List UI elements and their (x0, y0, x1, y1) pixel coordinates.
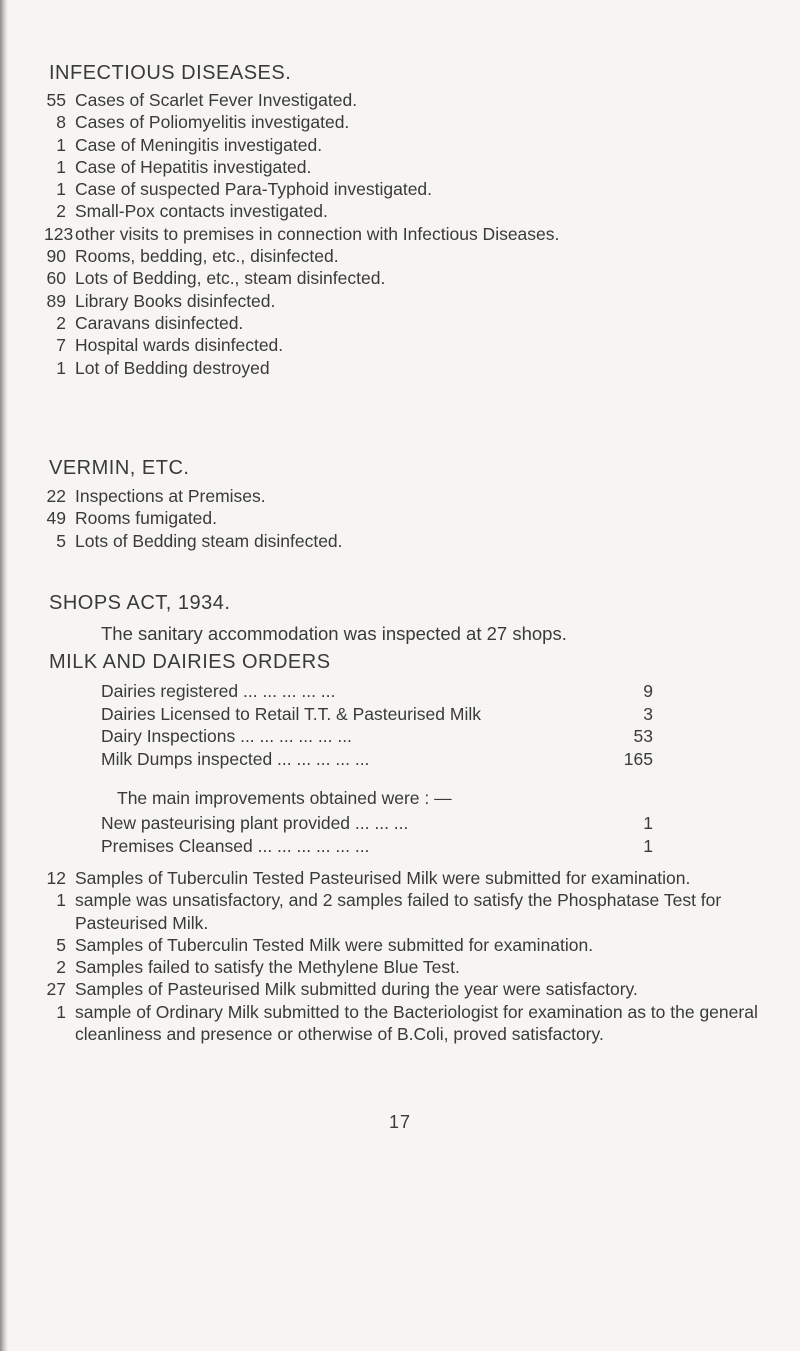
row-label: Dairies registered ... ... ... ... ... (101, 681, 336, 701)
item-count: 27 (46, 979, 66, 1000)
item-text: Lots of Bedding steam disinfected. (75, 530, 343, 551)
milk-samples-list (44, 867, 784, 1045)
item-text: Case of Hepatitis investigated. (75, 156, 312, 177)
item-text: Hospital wards disinfected. (75, 335, 284, 356)
list-item (44, 134, 559, 156)
item-text: Inspections at Premises. (75, 486, 266, 506)
item-text: Lot of Bedding destroyed (75, 357, 270, 378)
list-item (44, 1001, 784, 1046)
list-item (44, 223, 559, 245)
milk-dairies-heading: MILK AND DAIRIES ORDERS (49, 651, 331, 673)
item-text: Rooms, bedding, etc., disinfected. (75, 246, 339, 267)
item-text: sample of Ordinary Milk submitted to the Bacteriologist for examination as to the general cleanliness and presence or otherwise of B.Coli, proved satisfactory. (75, 1001, 758, 1045)
row-label: Premises Cleansed ... ... ... ... ... ... (101, 835, 370, 856)
table-row (101, 812, 653, 835)
item-count: 1 (56, 156, 66, 177)
list-item (44, 267, 559, 289)
item-count: 1 (56, 1001, 66, 1022)
list-item (44, 111, 559, 133)
item-text: Case of suspected Para-Typhoid investigated. (75, 179, 433, 200)
item-count: 22 (46, 486, 66, 506)
list-item (44, 889, 784, 934)
item-count: 2 (56, 312, 66, 333)
item-text: Samples failed to satisfy the Methylene Blue Test. (75, 957, 460, 978)
item-count: 49 (46, 508, 66, 529)
row-value: 53 (633, 726, 653, 746)
item-count: 1 (56, 179, 66, 200)
item-count: 12 (46, 868, 66, 888)
item-text: Samples of Tuberculin Tested Pasteurised Milk were submitted for examination. (75, 868, 691, 888)
item-text: Library Books disinfected. (75, 290, 276, 311)
row-label: New pasteurising plant provided ... ... ... (101, 813, 409, 833)
shops-act-heading: SHOPS ACT, 1934. (49, 592, 231, 614)
item-count: 89 (46, 290, 66, 311)
list-item (44, 89, 559, 111)
row-label: Dairies Licensed to Retail T.T. & Pasteurised Milk (101, 703, 481, 724)
item-text: sample was unsatisfactory, and 2 samples failed to satisfy the Phosphatase Test for Pasteurised Milk. (75, 890, 722, 933)
list-item (44, 956, 784, 978)
item-text: Rooms fumigated. (75, 508, 218, 529)
item-text: Samples of Pasteurised Milk submitted during the year were satisfactory. (75, 979, 638, 1000)
item-count: 123 (44, 223, 74, 244)
item-count: 55 (46, 90, 66, 110)
item-text: other visits to premises in connection with Infectious Diseases. (75, 223, 560, 244)
row-value: 1 (643, 835, 653, 856)
item-count: 60 (46, 268, 66, 289)
table-row (101, 703, 653, 726)
item-text: Cases of Poliomyelitis investigated. (75, 112, 350, 133)
improvements-table (101, 812, 653, 857)
item-text: Small-Pox contacts investigated. (75, 201, 328, 222)
table-row (101, 835, 653, 858)
row-value: 1 (643, 813, 653, 833)
improvements-heading: The main improvements obtained were : — (117, 788, 452, 808)
item-text: Caravans disinfected. (75, 312, 244, 333)
shops-act-text: The sanitary accommodation was inspected at 27 shops. (101, 623, 567, 644)
row-value: 9 (643, 681, 653, 701)
item-text: Lots of Bedding, etc., steam disinfected. (75, 268, 386, 289)
item-count: 1 (56, 357, 66, 378)
milk-dairies-table (101, 680, 653, 770)
row-label: Milk Dumps inspected ... ... ... ... ... (101, 748, 370, 769)
list-item (44, 934, 784, 956)
list-item (44, 156, 559, 178)
item-count: 1 (56, 134, 66, 155)
list-item (44, 507, 343, 529)
item-text: Case of Meningitis investigated. (75, 134, 323, 155)
table-row (101, 748, 653, 771)
list-item (44, 245, 559, 267)
list-item (44, 334, 559, 356)
item-count: 2 (56, 201, 66, 222)
item-count: 5 (56, 530, 66, 551)
infectious-diseases-heading: INFECTIOUS DISEASES. (49, 62, 292, 84)
table-row (101, 725, 653, 748)
list-item (44, 178, 559, 200)
row-label: Dairy Inspections ... ... ... ... ... ... (101, 726, 352, 746)
vermin-heading: VERMIN, ETC. (49, 457, 190, 479)
list-item (44, 312, 559, 334)
list-item (44, 867, 784, 889)
item-count: 1 (56, 890, 66, 911)
item-count: 2 (56, 957, 66, 978)
list-item (44, 290, 559, 312)
item-count: 8 (56, 112, 66, 133)
row-value: 3 (643, 703, 653, 724)
row-value: 165 (623, 748, 653, 769)
item-count: 5 (56, 934, 66, 955)
vermin-list (44, 485, 343, 552)
table-row (101, 680, 653, 703)
list-item (44, 485, 343, 507)
list-item (44, 357, 559, 379)
list-item (44, 530, 343, 552)
item-text: Samples of Tuberculin Tested Milk were submitted for examination. (75, 934, 594, 955)
item-text: Cases of Scarlet Fever Investigated. (75, 90, 358, 110)
list-item (44, 978, 784, 1000)
list-item (44, 200, 559, 222)
page-edge-shadow (0, 0, 8, 1351)
page-number: 17 (388, 1112, 412, 1132)
item-count: 90 (46, 246, 66, 267)
item-count: 7 (56, 335, 66, 356)
infectious-diseases-list (44, 89, 559, 379)
